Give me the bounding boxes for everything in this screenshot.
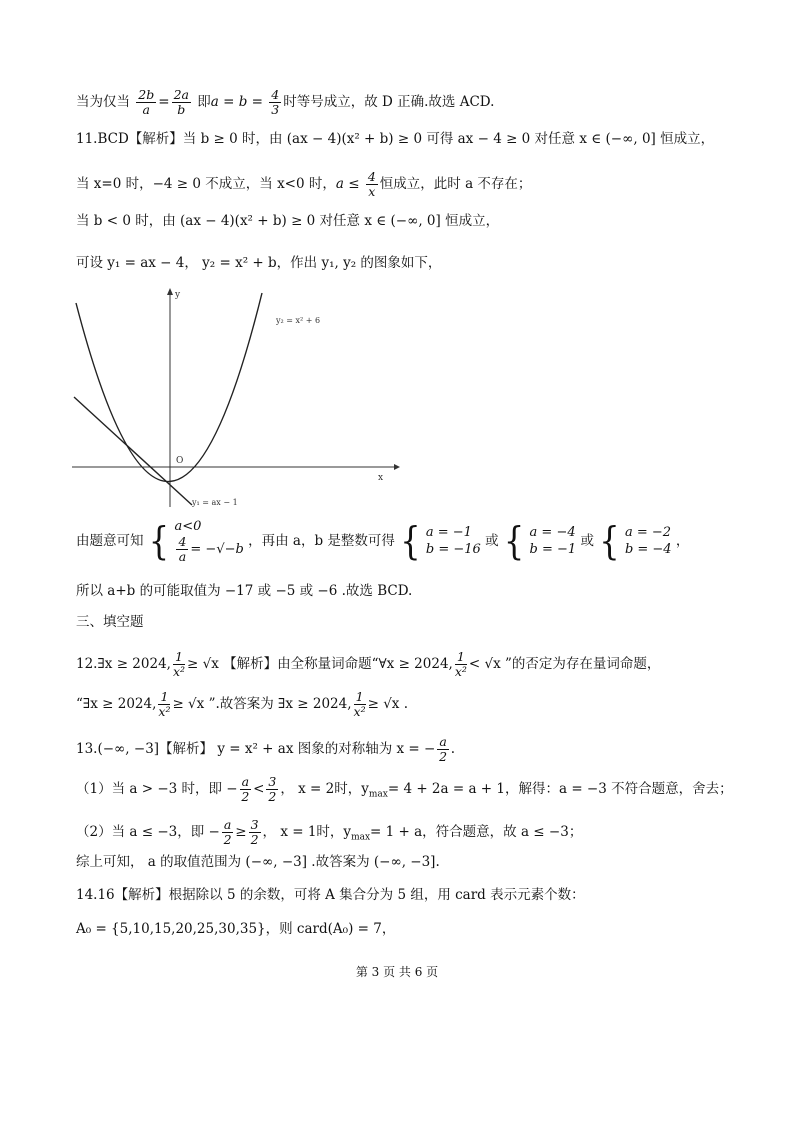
page-footer: 第 3 页 共 6 页	[355, 965, 439, 979]
y-axis-arrow	[167, 288, 173, 295]
line-curve	[74, 397, 192, 505]
x-axis-arrow	[394, 464, 400, 470]
fraction: $\frac{3}{2}$	[250, 817, 259, 847]
line-11: （1）当 a > −3 时，即 − $\frac{a}{2}$ < $\frac{3}{2}$ ， x = 2时，$y_{max}= 4 + 2a = a + 1$，解得：a = −3 不符合题意，舍去；	[76, 774, 733, 804]
solution-3: a = −2 b = −4	[624, 525, 672, 557]
brace: {	[503, 518, 525, 564]
fraction: $\frac{a}{2}$	[223, 817, 232, 847]
line-10: 13.(−∞, −3]【解析】 y = x² + ax 图象的对称轴为 x = − $\frac{a}{2}$ .	[76, 734, 456, 764]
line-13: 综上可知， a 的取值范围为 (−∞, −3] .故答案为 (−∞, −3].	[76, 854, 440, 870]
fraction: $\frac{4}{x}$	[367, 169, 376, 199]
line-8: 12.∃x ≥ 2024, $\frac{1}{\text{x²}}$ ≥ √x 【解析】由全称量词命题“∀x ≥ 2024, $\frac{1}{\text{x²}}$ < √x ”的否定为存在量词命题，	[76, 649, 661, 679]
fraction: $\frac{2a}{b}$	[173, 87, 189, 117]
section-heading: 三、填空题	[76, 614, 144, 630]
x-label: x	[378, 473, 384, 483]
fraction: $\frac{1}{\text{x²}}$	[158, 689, 171, 719]
y-label: y	[175, 290, 181, 300]
fraction: $\frac{1}{\text{x²}}$	[172, 649, 186, 679]
brace: {	[148, 518, 170, 564]
line-1: 当为仅当 $\frac{2b}{a}$ = $\frac{2a}{b}$ 即a = b = $\frac{4}{3}$ 时等号成立，故 D 正确.故选 ACD.	[76, 87, 495, 117]
line-7: 所以 a+b 的可能取值为 −17 或 −5 或 −6 .故选 BCD.	[76, 583, 413, 599]
fraction: $\frac{a}{2}$	[439, 734, 448, 764]
line-6: 由题意可知 { a<0 $\frac{4}{a}$ = −√−b ，再由 a，b 是整数可得 { a = −1 b = −16 或 { a = −4 b = −1 或 { a = −2 b = −4 ，	[76, 518, 690, 564]
fraction: $\frac{1}{\text{x²}}$	[454, 649, 467, 679]
parabola-label: y₂ = x² + 6	[276, 316, 321, 325]
fraction: $\frac{2b}{a}$	[138, 87, 155, 117]
line-2: 11.BCD【解析】当 b ≥ 0 时，由 (ax − 4)(x² + b) ≥ 0 可得 ax − 4 ≥ 0 对任意 x ∈ (−∞, 0] 恒成立，	[76, 131, 715, 147]
solution-1: a = −1 b = −16	[425, 525, 481, 557]
brace: {	[599, 518, 620, 564]
line-9: “∃x ≥ 2024, $\frac{1}{\text{x²}}$ ≥ √x ”.故答案为 ∃x ≥ 2024, $\frac{1}{\text{x²}}$ ≥ √x .	[76, 689, 408, 719]
origin-label: O	[176, 456, 184, 466]
fraction: $\frac{1}{\text{x²}}$	[353, 689, 366, 719]
line-15: A₀ = {5,10,15,20,25,30,35}，则 card(A₀) = 7，	[76, 921, 396, 937]
line-3: 当 x=0 时，−4 ≥ 0 不成立，当 x<0 时，a ≤ $\frac{4}{x}$ 恒成立，此时 a 不存在；	[76, 169, 532, 199]
fraction: $\frac{3}{2}$	[268, 774, 277, 804]
line-14: 14.16【解析】根据除以 5 的余数，可将 A 集合分为 5 组，用 card 表示元素个数：	[76, 887, 585, 903]
line-5: 可设 y₁ = ax − 4， y₂ = x² + b，作出 y₁, y₂ 的图象如下，	[76, 255, 442, 271]
fraction: $\frac{4}{3}$	[271, 87, 280, 117]
parabola-curve	[76, 293, 262, 482]
solution-2: a = −4 b = −1	[529, 525, 577, 557]
system-conditions: a<0 $\frac{4}{a}$ = −√−b	[174, 519, 244, 564]
line-label: y₁ = ax − 1	[192, 498, 238, 507]
line-12: （2）当 a ≤ −3，即 − $\frac{a}{2}$ ≥ $\frac{3}{2}$ ， x = 1时，$y_{max}= 1 + a$，符合题意，故 a ≤ −3；	[76, 817, 583, 847]
line-4: 当 b < 0 时，由 (ax − 4)(x² + b) ≥ 0 对任意 x ∈ (−∞, 0] 恒成立，	[76, 213, 500, 229]
fraction: $\frac{4}{a}$	[178, 534, 187, 564]
function-graph	[72, 285, 402, 510]
brace: {	[400, 518, 421, 564]
fraction: $\frac{a}{2}$	[241, 774, 250, 804]
